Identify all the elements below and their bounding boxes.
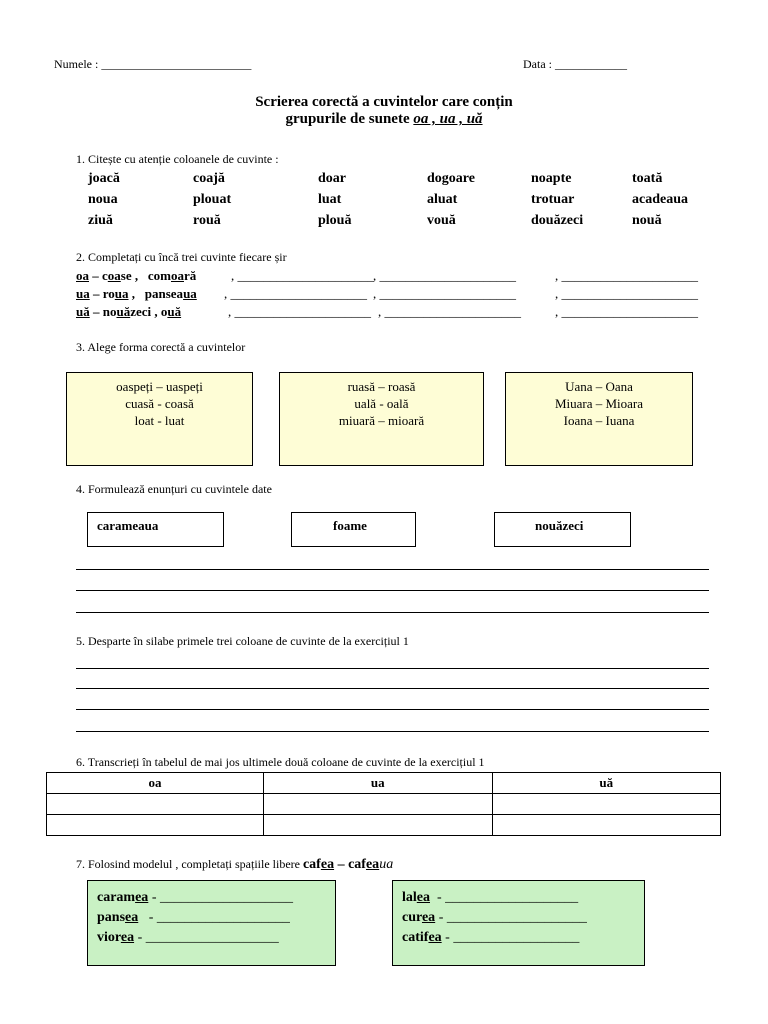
ex2-row-oa: oa – coase , comoară [76, 268, 197, 283]
table-cell[interactable] [47, 815, 264, 836]
fill-row[interactable]: lalea - ___________________ [402, 890, 579, 905]
title-line1: Scrierea corectă a cuvintelor care conțin [255, 94, 513, 110]
choice-pair[interactable]: ruasă – roasă [347, 379, 416, 394]
ex2-prompt: 2. Completați cu încă trei cuvinte fiecare șir [76, 250, 287, 264]
date-label: Data : [523, 57, 555, 71]
answer-line[interactable] [76, 688, 709, 689]
table-cell[interactable] [264, 794, 492, 815]
ex2-blank[interactable]: , _____________________ [555, 286, 698, 301]
word: trotuar [531, 192, 575, 207]
ex3-prompt: 3. Alege forma corectă a cuvintelor [76, 340, 246, 354]
choice-pair[interactable]: oaspeți – uaspeți [116, 379, 203, 394]
ex6-prompt: 6. Transcrieți în tabelul de mai jos ultimele două coloane de cuvinte de la exercițiul 1 [76, 755, 485, 769]
transcription-table [46, 772, 721, 836]
word: noua [88, 192, 118, 207]
ex7-prompt [76, 857, 393, 873]
table-header-oa: oa [47, 773, 264, 794]
table-header-ua2: uă [492, 773, 720, 794]
date-row [523, 57, 627, 72]
word-box-foame: foame [291, 512, 416, 547]
choice-box-1 [66, 372, 253, 466]
word: ziuă [88, 213, 113, 228]
name-field[interactable]: _________________________ [101, 57, 252, 71]
ex2-row-ua2: uă – nouăzeci , ouă [76, 304, 182, 319]
ex7-prompt-text: 7. Folosind modelul , completați spațiile libere [76, 857, 303, 871]
ex4-prompt: 4. Formulează enunțuri cu cuvintele date [76, 482, 272, 496]
page-title [0, 94, 768, 128]
answer-line[interactable] [76, 612, 709, 613]
choice-pair[interactable]: Uana – Oana [565, 379, 633, 394]
fill-row[interactable]: pansea - ___________________ [97, 910, 290, 925]
choice-pair[interactable]: Ioana – Iuana [563, 413, 635, 428]
ex1-prompt: 1. Citește cu atenție coloanele de cuvinte : [76, 152, 279, 166]
word: vouă [427, 213, 456, 228]
fill-row[interactable]: catifea - __________________ [402, 930, 580, 945]
ex2-blank[interactable]: , _____________________ [224, 286, 367, 301]
choice-pair[interactable]: Miuara – Mioara [554, 396, 644, 411]
fill-row[interactable]: curea - ____________________ [402, 910, 587, 925]
fill-row[interactable]: caramea - ___________________ [97, 890, 293, 905]
table-header-ua: ua [264, 773, 492, 794]
group-label: oa [76, 268, 89, 283]
word: doar [318, 171, 346, 186]
word-box-nouazeci: nouăzeci [494, 512, 631, 547]
ex7-model: cafea – cafea [302, 857, 380, 872]
ex2-blank[interactable]: , _____________________ [231, 268, 374, 283]
word: plouă [318, 213, 352, 228]
answer-line[interactable] [76, 668, 709, 669]
table-cell[interactable] [492, 794, 720, 815]
ex2-blank[interactable]: , _____________________ [373, 268, 516, 283]
fill-box-left [87, 880, 336, 966]
table-cell[interactable] [264, 815, 492, 836]
fill-row[interactable]: viorea - ___________________ [97, 930, 279, 945]
choice-pair[interactable]: cuasă - coasă [125, 396, 194, 411]
choice-box-3 [505, 372, 693, 466]
ex2-blank[interactable]: , _____________________ [373, 286, 516, 301]
choice-pair[interactable]: ualǎ - oală [354, 396, 409, 411]
table-cell[interactable] [47, 794, 264, 815]
choice-box-2 [279, 372, 484, 466]
word: acadeaua [632, 192, 688, 207]
group-label: ua [76, 286, 90, 301]
answer-line[interactable] [76, 709, 709, 710]
word: luat [318, 192, 342, 207]
word: coajă [193, 171, 225, 186]
ex7-model-ending: ua [379, 857, 394, 872]
title-line2 [0, 111, 768, 128]
word: joacă [88, 171, 120, 186]
word-box-carameaua: carameaua [87, 512, 224, 547]
title-sound-groups: oa , ua , uă [413, 111, 483, 127]
ex2-row-ua: ua – roua , panseaua [76, 286, 197, 301]
word: aluat [427, 192, 458, 207]
fill-box-right [392, 880, 645, 966]
word: toată [632, 171, 663, 186]
ex5-prompt: 5. Desparte în silabe primele trei coloane de cuvinte de la exercițiul 1 [76, 634, 409, 648]
answer-line[interactable] [76, 731, 709, 732]
word: noapte [531, 171, 572, 186]
group-label: uă [76, 304, 90, 319]
word: plouat [193, 192, 232, 207]
date-field[interactable]: ____________ [555, 57, 627, 71]
ex2-blank[interactable]: , _____________________ [378, 304, 521, 319]
answer-line[interactable] [76, 569, 709, 570]
ex2-blank[interactable]: , _____________________ [228, 304, 371, 319]
word: douăzeci [531, 213, 584, 228]
ex2-blank[interactable]: , _____________________ [555, 268, 698, 283]
ex2-blank[interactable]: , _____________________ [555, 304, 698, 319]
word: dogoare [427, 171, 475, 186]
table-cell[interactable] [492, 815, 720, 836]
name-row [54, 57, 251, 72]
word: nouă [632, 213, 662, 228]
answer-line[interactable] [76, 590, 709, 591]
name-label: Numele : [54, 57, 102, 71]
choice-pair[interactable]: loat - luat [134, 413, 185, 428]
word: rouă [193, 213, 221, 228]
title-line2-prefix: grupurile de sunete [285, 111, 414, 127]
choice-pair[interactable]: miuară – mioară [338, 413, 425, 428]
